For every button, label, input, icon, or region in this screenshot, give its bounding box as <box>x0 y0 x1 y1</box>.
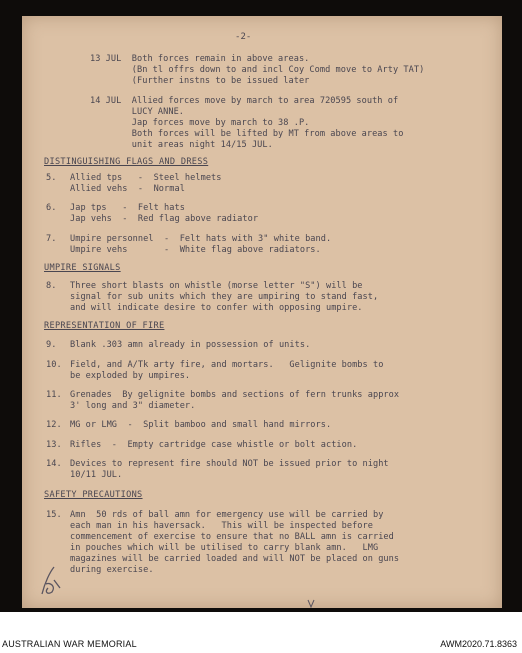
entry-14-line-4: Both forces will be lifted by MT from above areas to <box>90 129 404 139</box>
entry-14-line-1: 14 JUL Allied forces move by march to area 720595 south of <box>90 96 399 106</box>
item-6-number: 6. <box>46 203 57 213</box>
footer-institution: AUSTRALIAN WAR MEMORIAL <box>2 639 137 649</box>
item-9-line-1: Blank .303 amn already in possession of units. <box>70 340 311 350</box>
item-7-number: 7. <box>46 234 57 244</box>
heading-distinguishing-flags: DISTINGUISHING FLAGS AND DRESS <box>44 157 209 167</box>
item-15-line-3: commencement of exercise to ensure that no BALL amn is carried <box>70 532 394 542</box>
entry-14-line-3: Jap forces move by march to 38 .P. <box>90 118 310 128</box>
item-15-number: 15. <box>46 510 62 520</box>
item-15-line-1: Amn 50 rds of ball amn for emergency use will be carried by <box>70 510 384 520</box>
handwritten-tick-mark <box>306 599 318 609</box>
item-6-line-1: Jap tps - Felt hats <box>70 203 185 213</box>
item-6-line-2: Jap vehs - Red flag above radiator <box>70 214 259 224</box>
item-10-line-1: Field, and A/Tk arty fire, and mortars. Gelignite bombs to <box>70 360 384 370</box>
item-8-line-1: Three short blasts on whistle (morse letter "S") will be <box>70 281 363 291</box>
item-15-line-6: during exercise. <box>70 565 154 575</box>
handwritten-initials-mark <box>36 564 66 598</box>
item-8-line-2: signal for sub units which they are umpiring to stand fast, <box>70 292 379 302</box>
item-5-line-2: Allied vehs - Normal <box>70 184 185 194</box>
heading-representation-of-fire: REPRESENTATION OF FIRE <box>44 321 165 331</box>
item-8-line-3: and will indicate desire to confer with opposing umpire. <box>70 303 363 313</box>
item-13-line-1: Rifles - Empty cartridge case whistle or bolt action. <box>70 440 358 450</box>
item-14-line-1: Devices to represent fire should NOT be issued prior to night <box>70 459 389 469</box>
entry-13-line-1: 13 JUL Both forces remain in above areas. <box>90 54 310 64</box>
entry-14-line-5: unit areas night 14/15 JUL. <box>90 140 273 150</box>
item-12-number: 12. <box>46 420 62 430</box>
item-5-number: 5. <box>46 173 57 183</box>
item-15-line-4: in pouches which will be utilised to carry blank amn. LMG <box>70 543 379 553</box>
document-page <box>22 16 502 608</box>
item-14-line-2: 10/11 JUL. <box>70 470 123 480</box>
item-11-line-1: Grenades By gelignite bombs and sections of fern trunks approx <box>70 390 400 400</box>
item-10-line-2: be exploded by umpires. <box>70 371 191 381</box>
item-9-number: 9. <box>46 340 57 350</box>
archive-footer <box>0 612 522 653</box>
item-15-line-2: each man in his haversack. This will be inspected before <box>70 521 373 531</box>
item-14-number: 14. <box>46 459 62 469</box>
entry-13-line-2: (Bn tl offrs down to and incl Coy Comd move to Arty TAT) <box>90 65 425 75</box>
document-text <box>22 16 502 608</box>
item-7-line-1: Umpire personnel - Felt hats with 3" white band. <box>70 234 332 244</box>
entry-14-line-2: LUCY ANNE. <box>90 107 185 117</box>
item-15-line-5: magazines will be carried loaded and will NOT be placed on guns <box>70 554 400 564</box>
item-11-number: 11. <box>46 390 62 400</box>
item-7-line-2: Umpire vehs - White flag above radiators. <box>70 245 321 255</box>
heading-safety-precautions: SAFETY PRECAUTIONS <box>44 490 143 500</box>
item-5-line-1: Allied tps - Steel helmets <box>70 173 222 183</box>
item-10-number: 10. <box>46 360 62 370</box>
item-13-number: 13. <box>46 440 62 450</box>
footer-catalog-number: AWM2020.71.8363 <box>440 639 517 649</box>
item-8-number: 8. <box>46 281 57 291</box>
item-12-line-1: MG or LMG - Split bamboo and small hand mirrors. <box>70 420 332 430</box>
page-number: -2- <box>235 32 252 42</box>
entry-13-line-3: (Further instns to be issued later <box>90 76 310 86</box>
heading-umpire-signals: UMPIRE SIGNALS <box>44 263 121 273</box>
item-11-line-2: 3' long and 3" diameter. <box>70 401 196 411</box>
